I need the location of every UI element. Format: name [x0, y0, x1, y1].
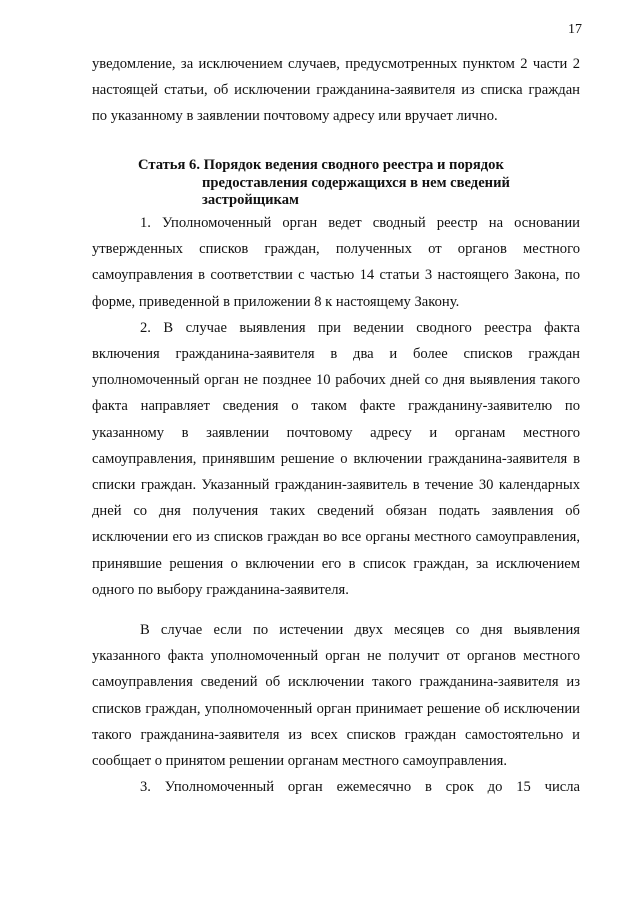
- paragraph-1: 1. Уполномоченный орган ведет сводный реестр на основании утвержденных списков граждан, полученных от органов местного самоуправления в соответствии с частью 14 статьи 3 настоящего Закона, по форме, приведенной в приложении 8 к настоящему Закону.: [92, 215, 580, 310]
- continuation-paragraph: [92, 51, 580, 130]
- paragraph-text: уведомление, за исключением случаев, предусмотренных пунктом 2 части 2 настоящей статьи, об исключении гражданина-заявителя из списка граждан по указанному в заявлении почтовому адресу или вручает лично.: [92, 56, 580, 125]
- page-number: 17: [568, 22, 582, 37]
- paragraph-2: 2. В случае выявления при ведении сводного реестра факта включения гражданина-заявителя в два и более списков граждан уполномоченный орган не позднее 10 рабочих дней со дня выявления такого факта направляет сведения о таком факте гражданину-заявителю по указанному в заявлении почтовому адресу и органам местного самоуправления, принявшим решение о включении гражданина-заявителя в списки граждан. Указанный гражданин-заявитель в течение 30 календарных дней со дня получения таких сведений обязан подать заявления об исключении его из списков граждан во все органы местного самоуправления, принявшие решения о включении его в список граждан, за исключением одного по выбору гражданина-заявителя.: [92, 319, 580, 598]
- article-heading-line-3: застройщикам: [202, 192, 299, 208]
- article-heading-line-2: предоставления содержащихся в нем сведений: [202, 174, 510, 191]
- article-heading-line-1: Статья 6. Порядок ведения сводного реестра и порядок: [138, 157, 504, 173]
- article-heading: [138, 157, 578, 210]
- article-body: [92, 210, 580, 800]
- paragraph-3: 3. Уполномоченный орган ежемесячно в срок до 15 числа: [140, 779, 580, 796]
- paragraph-2-continued: В случае если по истечении двух месяцев со дня выявления указанного факта уполномоченный орган не получит от органов местного самоуправления сведений об исключении такого гражданина-заявителя из списков граждан, уполномоченный орган принимает решение об исключении такого гражданина-заявителя из всех списков граждан самостоятельно и сообщает о принятом решении органам местного самоуправления.: [92, 622, 580, 770]
